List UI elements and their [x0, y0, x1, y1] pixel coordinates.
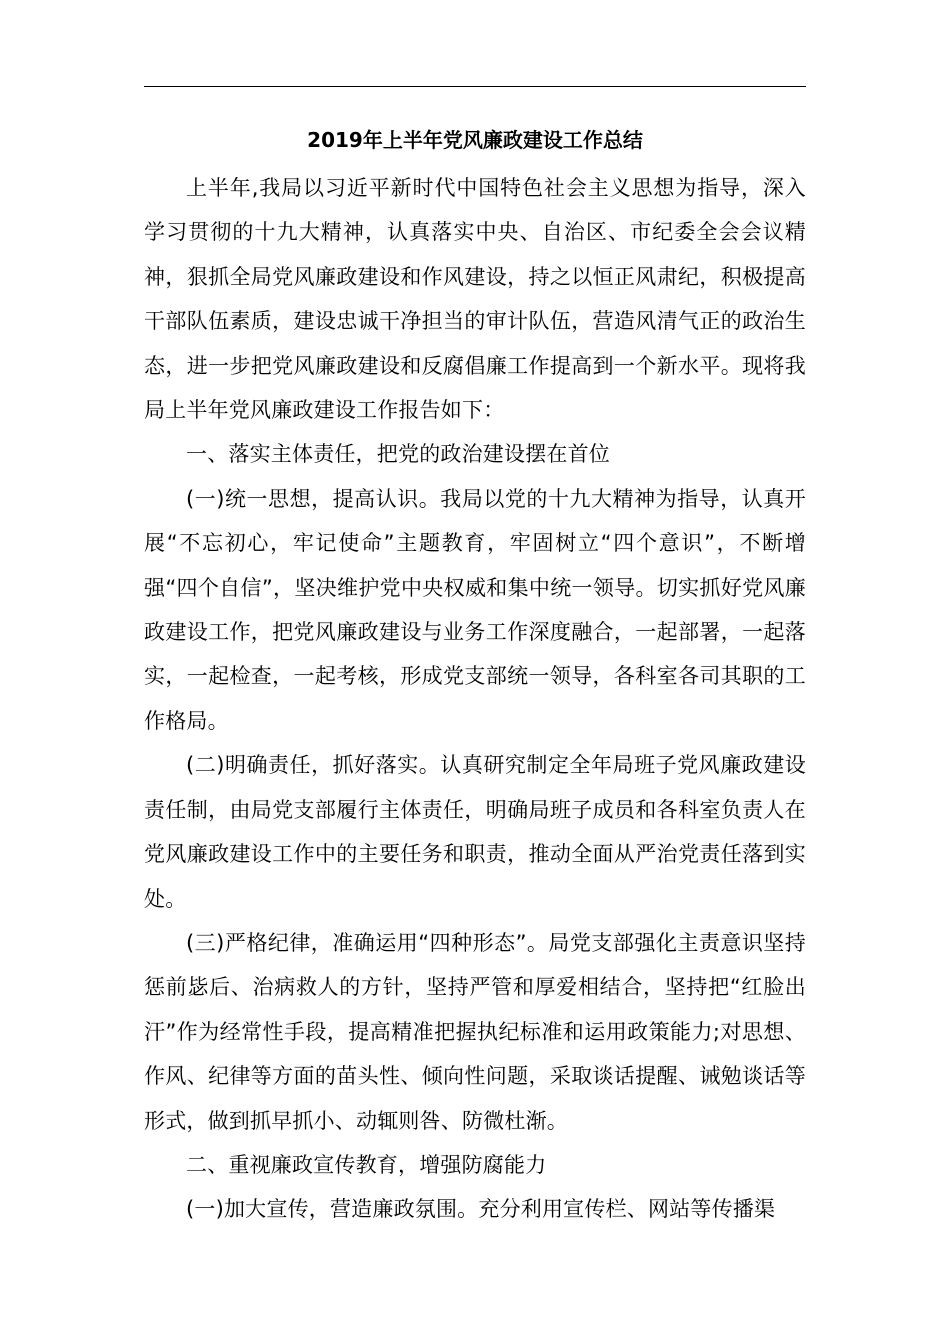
- paragraph-intro: 上半年,我局以习近平新时代中国特色社会主义思想为指导，深入学习贯彻的十九大精神，认真落实中央、自治区、市纪委全会会议精神，狠抓全局党风廉政建设和作风建设，持之以恒正风肃纪，积极提高干部队伍素质，建设忠诚干净担当的审计队伍，营造风清气正的政治生态，进一步把党风廉政建设和反腐倡廉工作提高到一个新水平。现将我局上半年党风廉政建设工作报告如下：: [144, 176, 806, 423]
- paragraph-1-2: (二)明确责任，抓好落实。认真研究制定全年局班子党风廉政建设责任制，由局党支部履行主体责任，明确局班子成员和各科室负责人在党风廉政建设工作中的主要任务和职责，推动全面从严治党责任落到实处。: [144, 753, 806, 911]
- document-body: [144, 166, 806, 1232]
- paragraph-1-3: (三)严格纪律，准确运用“四种形态”。局党支部强化主责意识坚持惩前毖后、治病救人的方针，坚持严管和厚爱相结合，坚持把“红脸出汗”作为经常性手段，提高精准把握执纪标准和运用政策能力;对思想、作风、纪律等方面的苗头性、倾向性问题，采取谈话提醒、诫勉谈话等形式，做到抓早抓小、动辄则咎、防微杜渐。: [144, 930, 806, 1133]
- paragraph-2-1: (一)加大宣传，营造廉政氛围。充分利用宣传栏、网站等传播渠: [186, 1197, 776, 1222]
- paragraph-1-1: (一)统一思想，提高认识。我局以党的十九大精神为指导，认真开展“不忘初心，牢记使命”主题教育，牢固树立“四个意识”，不断增强“四个自信”，坚决维护党中央权威和集中统一领导。切实抓好党风廉政建设工作，把党风廉政建设与业务工作深度融合，一起部署，一起落实，一起检查，一起考核，形成党支部统一领导，各科室各司其职的工作格局。: [144, 486, 806, 733]
- section-heading-2: 二、重视廉政宣传教育，增强防腐能力: [186, 1152, 547, 1177]
- section-heading-1: 一、落实主体责任，把党的政治建设摆在首位: [186, 442, 610, 467]
- document-title: 2019年上半年党风廉政建设工作总结: [307, 128, 643, 152]
- header-rule: [144, 86, 806, 87]
